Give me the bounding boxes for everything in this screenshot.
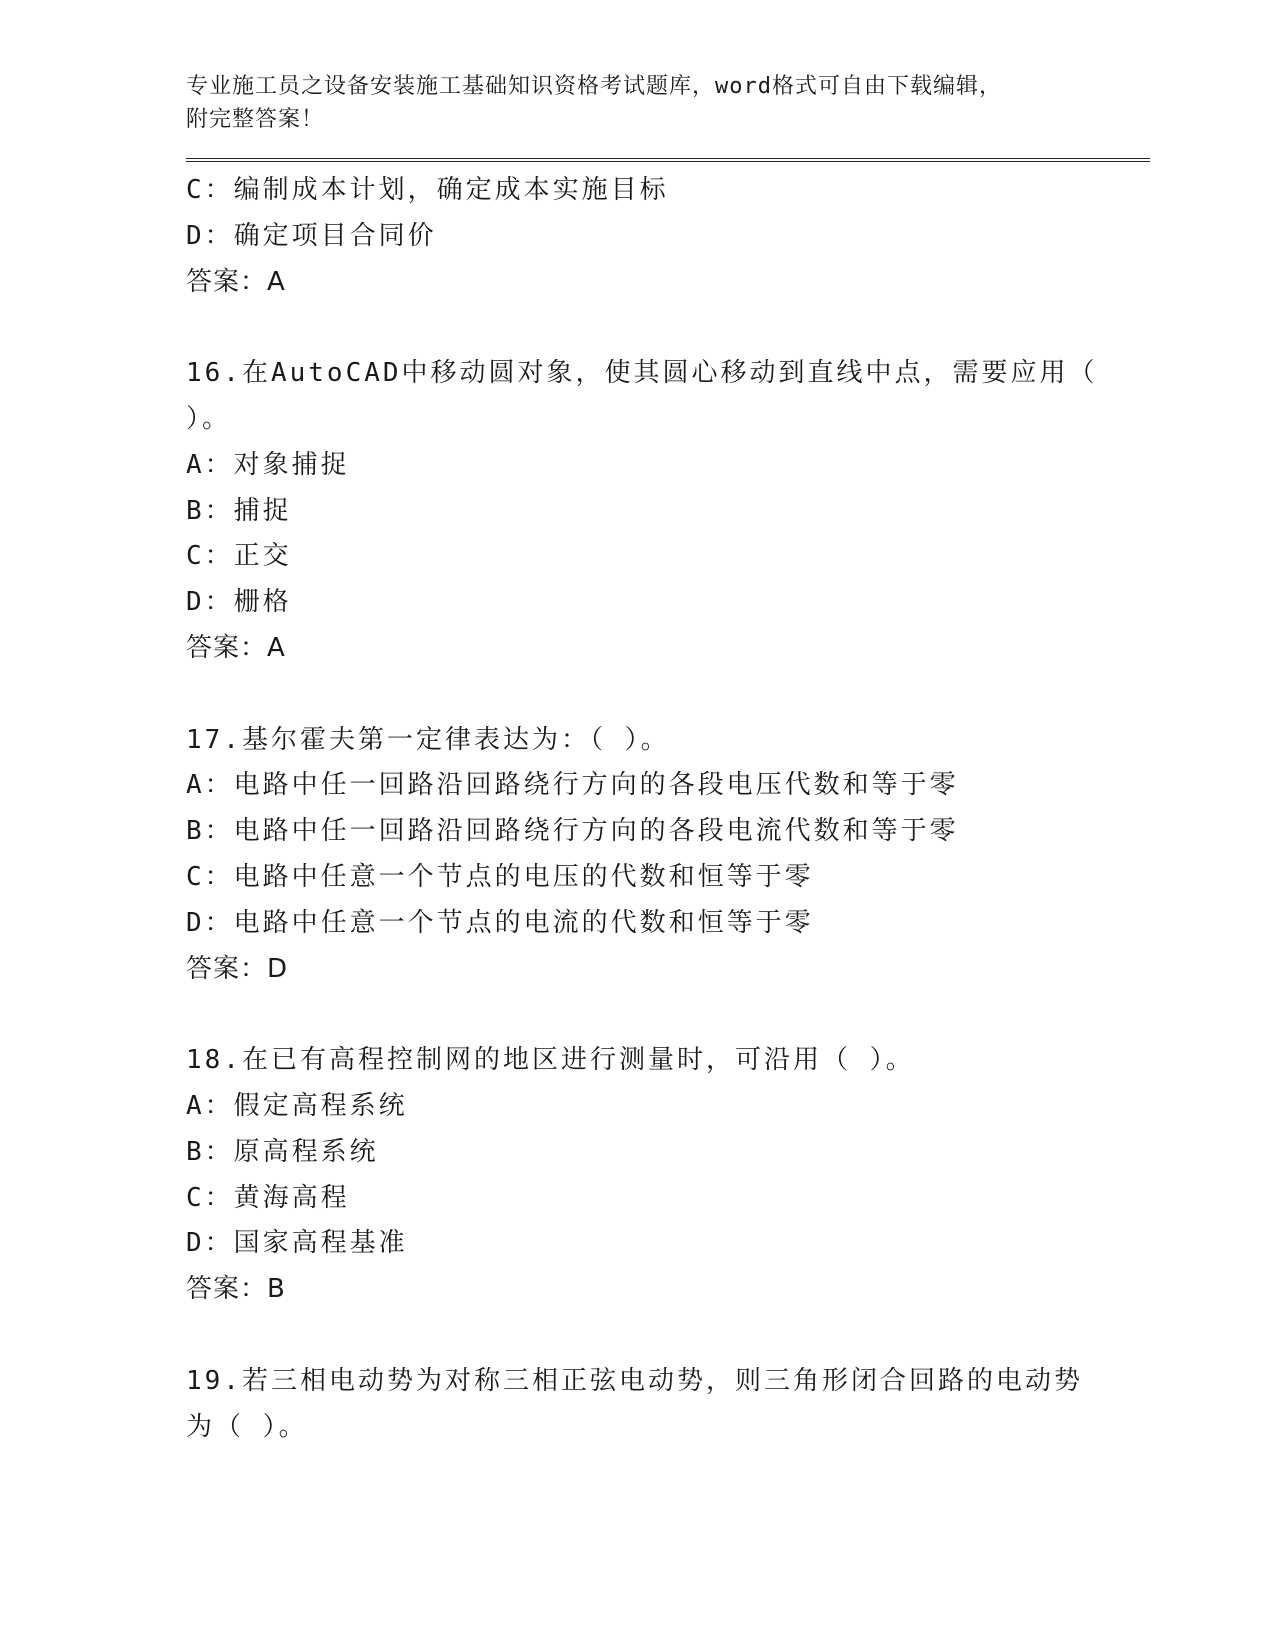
question-text: 17.基尔霍夫第一定律表达为：（ ）。 bbox=[186, 724, 670, 755]
question-text: ）。 bbox=[186, 403, 232, 434]
option-d: D：栅格 bbox=[186, 587, 292, 618]
question-text: 19.若三相电动势为对称三相正弦电动势，则三角形闭合回路的电动势 bbox=[186, 1365, 1083, 1396]
spacer bbox=[186, 1313, 1146, 1359]
header-divider bbox=[186, 158, 1150, 162]
answer-line: 答案：A bbox=[186, 266, 286, 297]
option-c: C：黄海高程 bbox=[186, 1182, 350, 1213]
question-content bbox=[186, 168, 1146, 1450]
option-a: A：假定高程系统 bbox=[186, 1090, 408, 1121]
header-title-line-2: 附完整答案！ bbox=[186, 107, 325, 132]
option-d: D：电路中任意一个节点的电流的代数和恒等于零 bbox=[186, 907, 814, 938]
question-text: 为（ ）。 bbox=[186, 1411, 308, 1442]
option-c: C：正交 bbox=[186, 541, 292, 572]
option-c: C：电路中任意一个节点的电压的代数和恒等于零 bbox=[186, 861, 814, 892]
question-text: 18.在已有高程控制网的地区进行测量时，可沿用（ ）。 bbox=[186, 1045, 915, 1076]
option-d: D：确定项目合同价 bbox=[186, 220, 437, 251]
question-16 bbox=[186, 351, 1146, 672]
answer-line: 答案：D bbox=[186, 953, 289, 984]
question-text: 16.在AutoCAD中移动圆对象，使其圆心移动到直线中点，需要应用（ bbox=[186, 358, 1098, 389]
option-b: B：原高程系统 bbox=[186, 1136, 379, 1167]
document-page bbox=[186, 70, 1146, 1450]
option-a: A：对象捕捉 bbox=[186, 449, 350, 480]
header-title-line-1: 专业施工员之设备安装施工基础知识资格考试题库，word格式可自由下载编辑， bbox=[186, 74, 1002, 99]
option-d: D：国家高程基准 bbox=[186, 1228, 408, 1259]
question-19 bbox=[186, 1359, 1146, 1451]
answer-line: 答案：A bbox=[186, 632, 286, 663]
question-17 bbox=[186, 718, 1146, 993]
spacer bbox=[186, 672, 1146, 718]
option-b: B：捕捉 bbox=[186, 495, 292, 526]
option-b: B：电路中任一回路沿回路绕行方向的各段电流代数和等于零 bbox=[186, 816, 959, 847]
option-c: C：编制成本计划，确定成本实施目标 bbox=[186, 175, 669, 205]
answer-line: 答案：B bbox=[186, 1274, 286, 1305]
spacer bbox=[186, 992, 1146, 1038]
option-a: A：电路中任一回路沿回路绕行方向的各段电压代数和等于零 bbox=[186, 770, 959, 801]
spacer bbox=[186, 305, 1146, 351]
question-18 bbox=[186, 1038, 1146, 1313]
